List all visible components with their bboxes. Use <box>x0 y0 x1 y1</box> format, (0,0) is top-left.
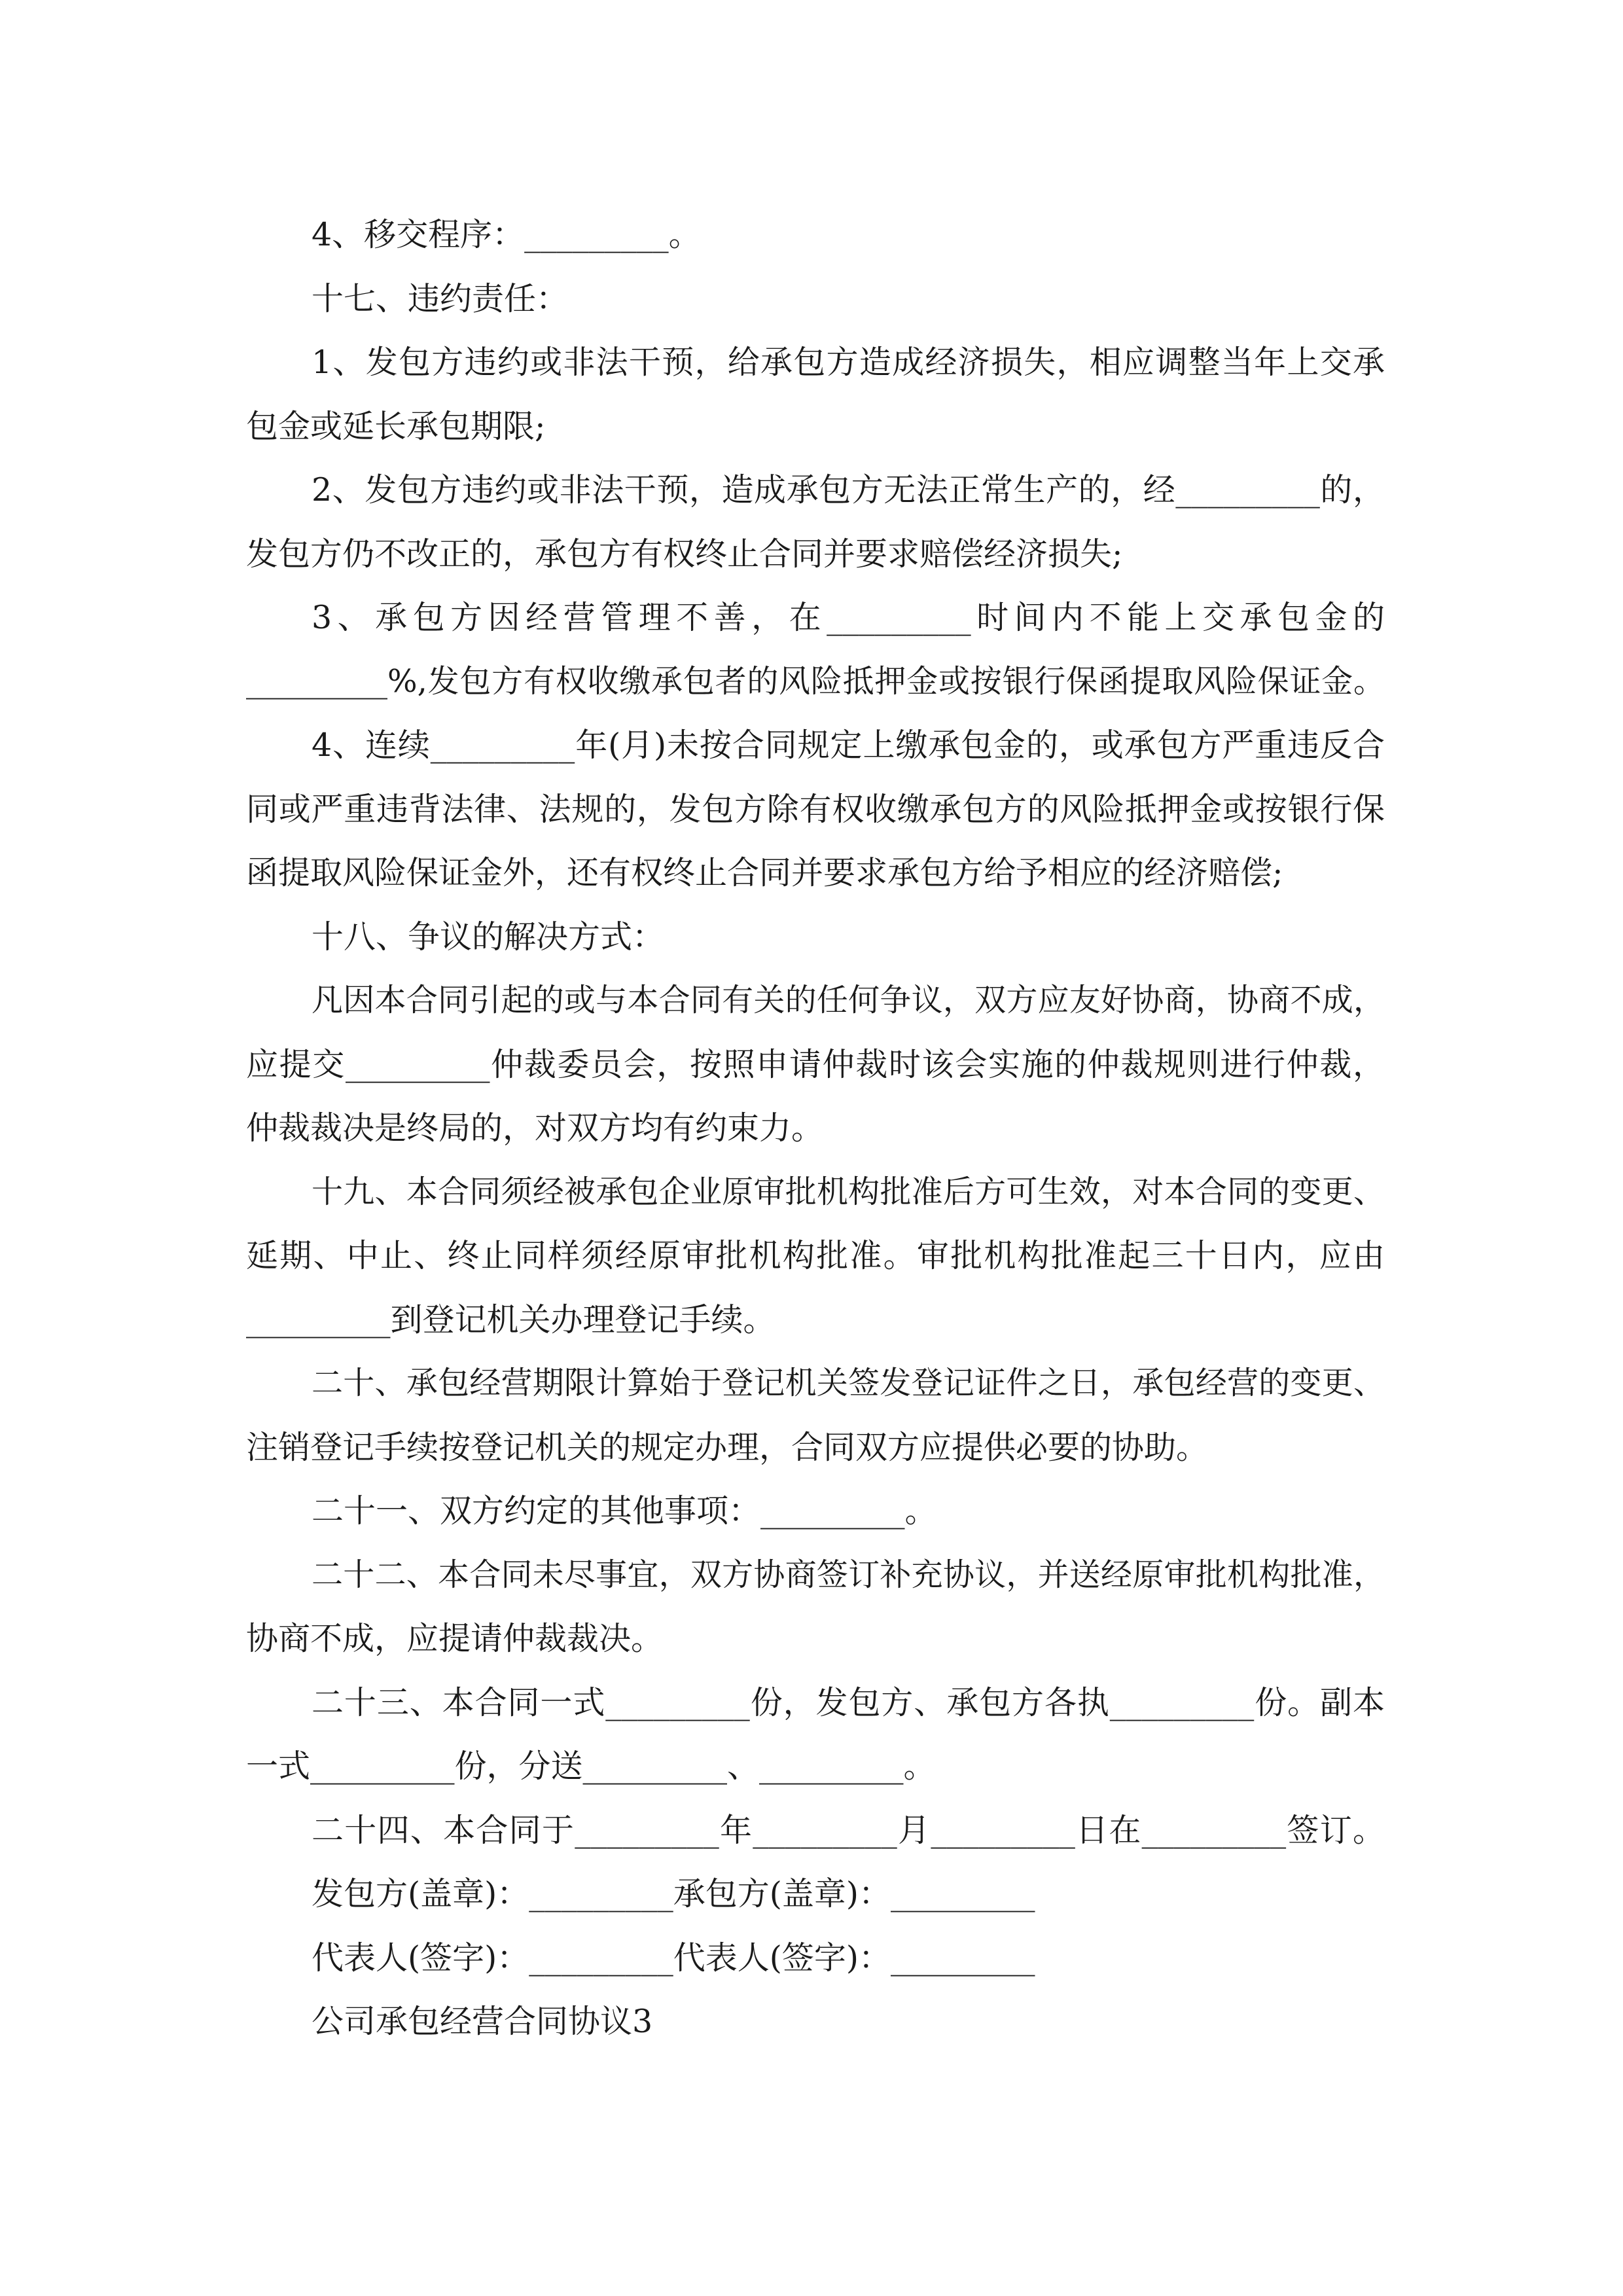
section-24-line: 二十四、本合同于_________年_________月_________日在_________签订。 <box>312 1811 1385 1849</box>
section-18-line-1: 凡因本合同引起的或与本合同有关的任何争议，双方应友好协商，协商不成， <box>312 982 1385 1018</box>
section-17-item-4-line-3: 函提取风险保证金外，还有权终止合同并要求承包方给予相应的经济赔偿; <box>246 854 1283 891</box>
section-20-line-2: 注销登记手续按登记机关的规定办理，合同双方应提供必要的协助。 <box>246 1428 1209 1466</box>
document-body <box>246 203 1385 2054</box>
transfer-procedure-line: 4、移交程序：_________。 <box>312 216 701 253</box>
section-17-item-1-line-1: 1、发包方违约或非法干预，给承包方造成经济损失，相应调整当年上交承 <box>312 344 1385 381</box>
section-18-line-2: 应提交_________仲裁委员会，按照申请仲裁时该会实施的仲裁规则进行仲裁， <box>246 1045 1385 1083</box>
section-17-item-3-line-2: _________%,发包方有权收缴承包者的风险抵押金或按银行保函提取风险保证金。 <box>246 662 1385 700</box>
section-17-item-4-line-1: 4、连续_________年(月)未按合同规定上缴承包金的，或承包方严重违反合 <box>312 726 1385 764</box>
section-23-line-1: 二十三、本合同一式_________份，发包方、承包方各执_________份。副本 <box>312 1683 1385 1721</box>
section-18-heading: 十八、争议的解决方式： <box>312 918 665 956</box>
section-23-line-2: 一式_________份，分送_________、_________。 <box>246 1748 936 1785</box>
section-19-line-3: _________到登记机关办理登记手续。 <box>246 1300 776 1338</box>
section-17-item-4-line-2: 同或严重违背法律、法规的，发包方除有权收缴承包方的风险抵押金或按银行保 <box>246 790 1385 828</box>
section-19-line-1: 十九、本合同须经被承包企业原审批机构批准后方可生效，对本合同的变更、 <box>312 1173 1385 1210</box>
section-20-line-1: 二十、承包经营期限计算始于登记机关签发登记证件之日，承包经营的变更、 <box>312 1365 1385 1401</box>
section-21-line: 二十一、双方约定的其他事项：_________。 <box>312 1492 937 1530</box>
party-seal-line: 发包方(盖章)：_________承包方(盖章)：_________ <box>312 1875 1035 1912</box>
section-17-item-2-line-1: 2、发包方违约或非法干预，造成承包方无法正常生产的，经_________的， <box>312 471 1385 509</box>
section-17-item-1-line-2: 包金或延长承包期限; <box>246 407 546 445</box>
next-document-title: 公司承包经营合同协议3 <box>312 2003 653 2040</box>
section-22-line-2: 协商不成，应提请仲裁裁决。 <box>246 1620 664 1657</box>
section-17-heading: 十七、违约责任： <box>312 279 569 317</box>
section-19-line-2: 延期、中止、终止同样须经原审批机构批准。审批机构批准起三十日内，应由 <box>246 1237 1385 1274</box>
section-17-item-2-line-2: 发包方仍不改正的，承包方有权终止合同并要求赔偿经济损失; <box>246 535 1123 573</box>
section-18-line-3: 仲裁裁决是终局的，对双方均有约束力。 <box>246 1109 824 1147</box>
representative-signature-line: 代表人(签字)：_________代表人(签字)：_________ <box>312 1939 1035 1977</box>
section-17-item-3-line-1: 3、承包方因经营管理不善，在_________时间内不能上交承包金的 <box>312 599 1385 636</box>
section-22-line-1: 二十二、本合同未尽事宜，双方协商签订补充协议，并送经原审批机构批准， <box>312 1556 1385 1593</box>
